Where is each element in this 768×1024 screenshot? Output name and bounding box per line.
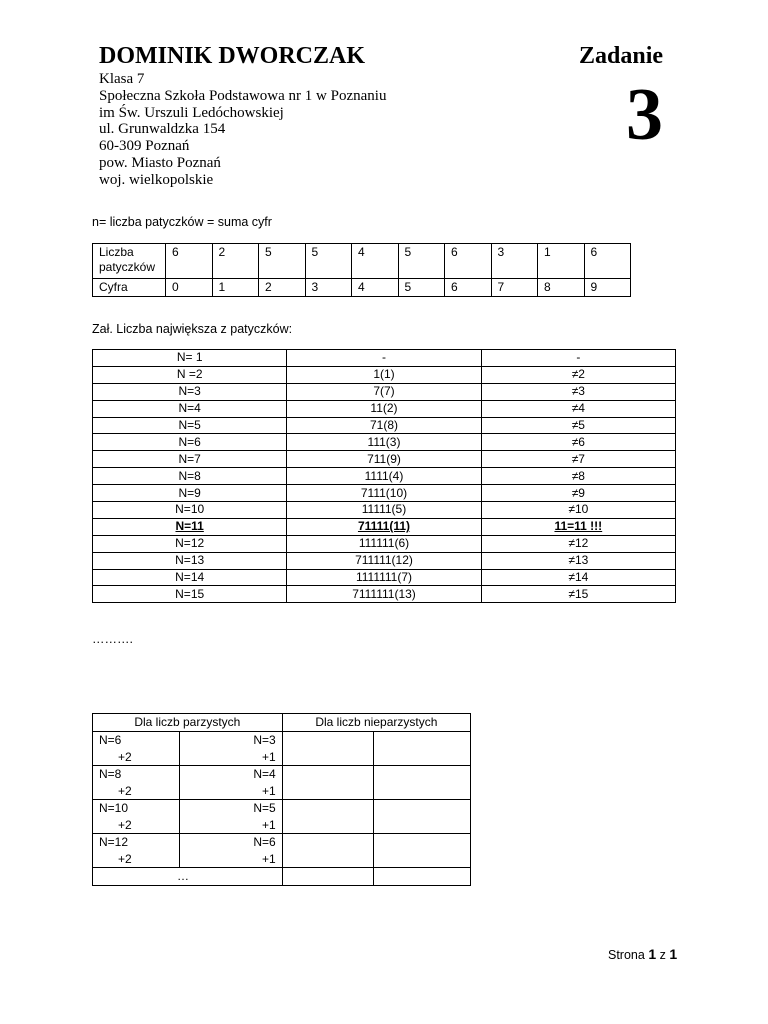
address-line: 60-309 Poznań — [99, 138, 190, 155]
table-cell: 711(9) — [287, 451, 481, 468]
table-cell: 11=11 !!! — [481, 518, 675, 535]
table-cell: ≠7 — [481, 451, 675, 468]
table-cell: ≠4 — [481, 400, 675, 417]
table-cell: ≠15 — [481, 586, 675, 603]
table-row — [93, 502, 676, 519]
address-line: pow. Miasto Poznań — [99, 154, 221, 171]
table-cell: 1111111(7) — [287, 569, 481, 586]
table-cell: 2 — [212, 244, 259, 279]
ellipsis-text: ………. — [92, 632, 133, 646]
table-cell: 1 — [538, 244, 585, 279]
table-row — [93, 366, 676, 383]
table-cell — [282, 766, 373, 800]
half-value: N=6 — [253, 835, 276, 849]
table-row — [93, 383, 676, 400]
table-cell — [282, 834, 373, 868]
address-line: woj. wielkopolskie — [99, 171, 214, 188]
table-row — [93, 468, 676, 485]
table-cell: ≠13 — [481, 552, 675, 569]
table-cell: ≠12 — [481, 535, 675, 552]
table-cell — [179, 800, 282, 834]
table-row — [93, 518, 676, 535]
digits-table — [92, 243, 631, 297]
table-cell: N=5 — [93, 417, 287, 434]
half-step: +1 — [262, 783, 276, 798]
table-cell: 11(2) — [287, 400, 481, 417]
table-cell: N=12 — [93, 535, 287, 552]
table-row — [93, 569, 676, 586]
table-cell: N =2 — [93, 366, 287, 383]
address-block — [99, 71, 386, 189]
table-cell: ≠9 — [481, 485, 675, 502]
table-cell: 2 — [259, 279, 306, 297]
table-cell — [373, 868, 470, 886]
table-row — [93, 417, 676, 434]
assumption-text: Zał. Liczba największa z patyczków: — [92, 322, 293, 336]
table-cell: 7111(10) — [287, 485, 481, 502]
table-cell: N=11 — [93, 518, 287, 535]
table-row — [93, 868, 471, 886]
table-row — [93, 434, 676, 451]
table-row — [93, 834, 471, 868]
author-name: DOMINIK DWORCZAK — [99, 43, 366, 69]
even-step: +2 — [118, 851, 132, 866]
table-cell: 0 — [166, 279, 213, 297]
table-cell: 6 — [445, 244, 492, 279]
table-cell: 1(1) — [287, 366, 481, 383]
table-cell: 711111(12) — [287, 552, 481, 569]
table-cell — [373, 834, 470, 868]
table-cell: N=6 — [93, 434, 287, 451]
table-cell: Liczba patyczków — [93, 244, 166, 279]
table-cell: 5 — [259, 244, 306, 279]
even-step: +2 — [118, 749, 132, 764]
table-cell: Cyfra — [93, 279, 166, 297]
table-cell: 11111(5) — [287, 502, 481, 519]
table-cell: 1111(4) — [287, 468, 481, 485]
address-line: im Św. Urszuli Ledóchowskiej — [99, 104, 284, 121]
table-header-row — [93, 714, 471, 732]
table-cell: 1 — [212, 279, 259, 297]
table-cell: N= 1 — [93, 350, 287, 367]
half-value: N=5 — [253, 801, 276, 815]
table-cell: 7111111(13) — [287, 586, 481, 603]
table-row — [93, 800, 471, 834]
of-word: z — [659, 948, 666, 962]
address-line: ul. Grunwaldzka 154 — [99, 121, 226, 138]
table-cell — [373, 732, 470, 766]
table-cell — [179, 834, 282, 868]
half-value: N=4 — [253, 767, 276, 781]
page-footer — [608, 946, 677, 962]
even-step: +2 — [118, 817, 132, 832]
table-cell — [373, 766, 470, 800]
table-row — [93, 244, 631, 279]
table-cell — [93, 834, 180, 868]
table-cell: N=4 — [93, 400, 287, 417]
table-cell: 8 — [538, 279, 585, 297]
largest-number-table — [92, 349, 676, 603]
parity-table — [92, 713, 471, 886]
table-cell: N=14 — [93, 569, 287, 586]
page-current: 1 — [648, 946, 657, 962]
half-step: +1 — [262, 851, 276, 866]
table-cell: ≠14 — [481, 569, 675, 586]
table-cell — [179, 766, 282, 800]
even-value: N=10 — [99, 801, 129, 815]
table-cell: 3 — [305, 279, 352, 297]
table-cell: 5 — [398, 279, 445, 297]
intro-text: n= liczba patyczków = suma cyfr — [92, 215, 272, 229]
table-cell: 4 — [352, 244, 399, 279]
even-value: N=12 — [99, 835, 129, 849]
table-cell: 7(7) — [287, 383, 481, 400]
table-cell: - — [287, 350, 481, 367]
table-cell — [373, 800, 470, 834]
table-cell: 5 — [398, 244, 445, 279]
table-cell: 71111(11) — [287, 518, 481, 535]
table-cell — [179, 732, 282, 766]
table-row — [93, 279, 631, 297]
table-cell: N=9 — [93, 485, 287, 502]
table-row — [93, 766, 471, 800]
header-even: Dla liczb parzystych — [93, 714, 283, 732]
table-row — [93, 586, 676, 603]
table-cell: ≠8 — [481, 468, 675, 485]
table-cell — [282, 868, 373, 886]
table-cell: ≠5 — [481, 417, 675, 434]
half-step: +1 — [262, 749, 276, 764]
table-row — [93, 552, 676, 569]
even-value: N=6 — [99, 733, 122, 747]
even-step: +2 — [118, 783, 132, 798]
table-row — [93, 350, 676, 367]
table-cell: - — [481, 350, 675, 367]
table-cell: N=7 — [93, 451, 287, 468]
header-odd: Dla liczb nieparzystych — [282, 714, 470, 732]
table-cell: ≠10 — [481, 502, 675, 519]
page-word: Strona — [608, 948, 645, 962]
table-cell: ≠6 — [481, 434, 675, 451]
task-label: Zadanie — [579, 43, 664, 69]
table-row — [93, 485, 676, 502]
table-cell: 111(3) — [287, 434, 481, 451]
table-cell: 5 — [305, 244, 352, 279]
table-cell: 6 — [445, 279, 492, 297]
table-cell — [282, 732, 373, 766]
table-cell: N=10 — [93, 502, 287, 519]
table-cell: 4 — [352, 279, 399, 297]
table-cell: N=15 — [93, 586, 287, 603]
table-cell: 6 — [584, 244, 631, 279]
table-cell — [93, 800, 180, 834]
table-cell: ≠2 — [481, 366, 675, 383]
table-cell: 6 — [166, 244, 213, 279]
page-total: 1 — [669, 946, 678, 962]
table-cell: N=8 — [93, 468, 287, 485]
table-cell: N=3 — [93, 383, 287, 400]
table-row — [93, 451, 676, 468]
table-cell: … — [93, 868, 283, 886]
table-cell: 7 — [491, 279, 538, 297]
table-cell — [93, 766, 180, 800]
address-line: Klasa 7 — [99, 71, 145, 87]
table-cell: 9 — [584, 279, 631, 297]
table-cell: N=13 — [93, 552, 287, 569]
table-cell: 111111(6) — [287, 535, 481, 552]
table-cell: 71(8) — [287, 417, 481, 434]
half-value: N=3 — [253, 733, 276, 747]
table-cell — [93, 732, 180, 766]
task-number: 3 — [626, 74, 663, 156]
table-cell — [282, 800, 373, 834]
table-cell: 3 — [491, 244, 538, 279]
even-value: N=8 — [99, 767, 122, 781]
table-row — [93, 400, 676, 417]
table-row — [93, 535, 676, 552]
half-step: +1 — [262, 817, 276, 832]
table-cell: ≠3 — [481, 383, 675, 400]
address-line: Społeczna Szkoła Podstawowa nr 1 w Poznaniu — [99, 87, 387, 104]
table-row — [93, 732, 471, 766]
